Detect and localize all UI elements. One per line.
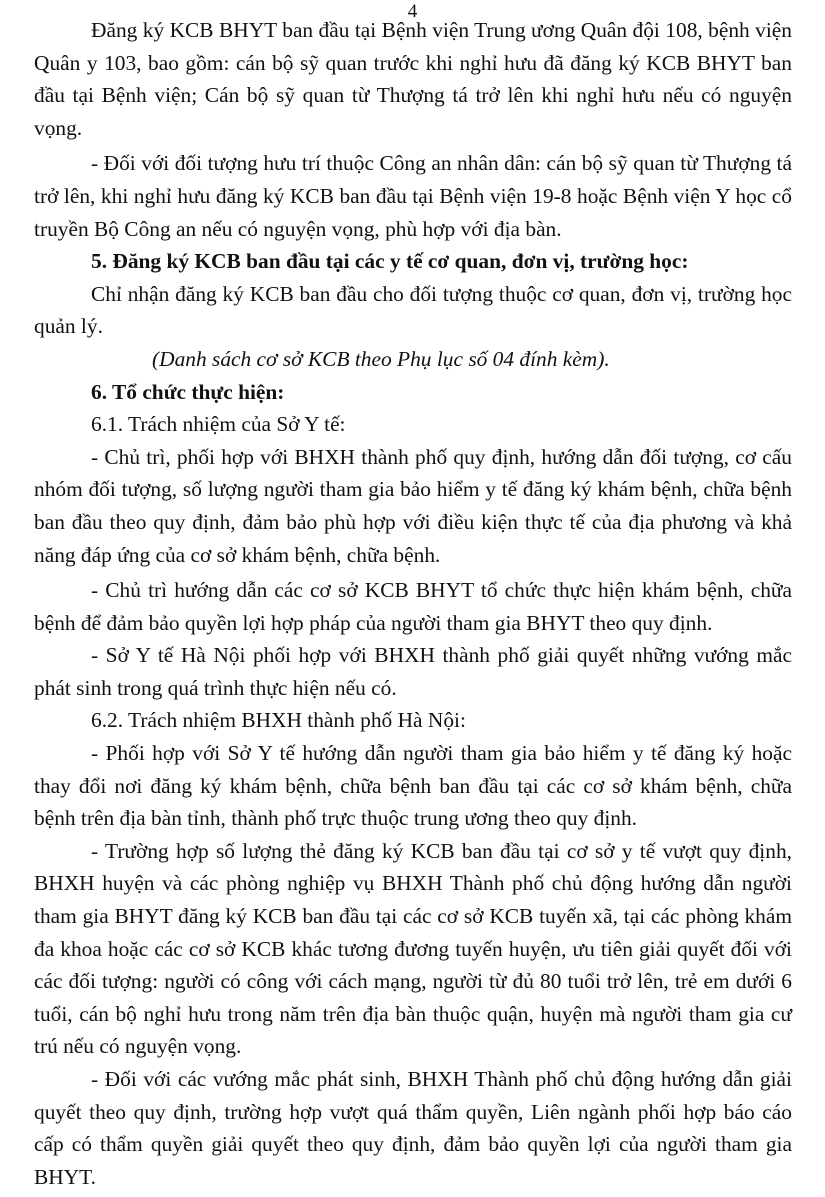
paragraph-police-retirees: - Đối với đối tượng hưu trí thuộc Công an nhân dân: cán bộ sỹ quan từ Thượng tá trở lên, khi nghỉ hưu đăng ký KCB ban đầu tại Bệnh viện 19-8 hoặc Bệnh viện Y học cổ truyền Bộ Công an nếu có nguyện vọng, phù hợp với địa bàn. xyxy=(34,151,792,241)
paragraph-social-insurance-guidance: - Phối hợp với Sở Y tế hướng dẫn người tham gia bảo hiểm y tế đăng ký hoặc thay đổi nơi đăng ký khám bệnh, chữa bệnh ban đầu tại các cơ sở khám bệnh, chữa bệnh trên địa bàn tỉnh, thành phố trực thuộc trung ương theo quy định. xyxy=(34,741,792,831)
section-heading-5: 5. Đăng ký KCB ban đầu tại các y tế cơ quan, đơn vị, trường học: xyxy=(91,249,689,274)
paragraph-social-insurance-overflow: - Trường hợp số lượng thẻ đăng ký KCB ban đầu tại cơ sở y tế vượt quy định, BHXH huyện và các phòng nghiệp vụ BHXH Thành phố chủ động hướng dẫn người tham gia BHYT đăng ký KCB ban đầu tại các cơ sở KCB tuyến xã, tại các phòng khám đa khoa hoặc các cơ sở KCB khác tương đương tuyến huyện, ưu tiên giải quyết đối với các đối tượng: người có công với cách mạng, người từ đủ 80 tuổi trở lên, trẻ em dưới 6 tuổi, cán bộ nghỉ hưu trong năm trên địa bàn thuộc quận, huyện mà người tham gia cư trú nếu có nguyện vọng. xyxy=(34,838,792,1059)
subsection-heading-6-2: 6.2. Trách nhiệm BHXH thành phố Hà Nội: xyxy=(91,708,466,733)
paragraph-health-dept-coordination: - Sở Y tế Hà Nội phối hợp với BHXH thành phố giải quyết những vướng mắc phát sinh trong quá trình thực hiện nếu có. xyxy=(34,643,792,700)
paragraph-social-insurance-issues: - Đối với các vướng mắc phát sinh, BHXH Thành phố chủ động hướng dẫn giải quyết theo quy định, trường hợp vượt quá thẩm quyền, Liên ngành phối hợp báo cáo cấp có thẩm quyền giải quyết theo quy định, đảm bảo quyền lợi của người tham gia BHYT. xyxy=(34,1067,792,1189)
appendix-note: (Danh sách cơ sở KCB theo Phụ lục số 04 đính kèm). xyxy=(152,346,610,371)
document-body xyxy=(34,14,792,1193)
paragraph-health-dept-lead: - Chủ trì, phối hợp với BHXH thành phố quy định, hướng dẫn đối tượng, cơ cấu nhóm đối tượng, số lượng người tham gia bảo hiểm y tế đăng ký khám bệnh, chữa bệnh ban đầu theo quy định, đảm bảo phù hợp với điều kiện thực tế của địa phương và khả năng đáp ứng của cơ sở khám bệnh, chữa bệnh. xyxy=(34,444,792,567)
paragraph-military-hospital-registration: Đăng ký KCB BHYT ban đầu tại Bệnh viện Trung ương Quân đội 108, bệnh viện Quân y 103, bao gồm: cán bộ sỹ quan trước khi nghỉ hưu đã đăng ký KCB BHYT ban đầu tại Bệnh viện; Cán bộ sỹ quan từ Thượng tá trở lên khi nghỉ hưu nếu có nguyện vọng. xyxy=(34,18,792,140)
section-heading-6: 6. Tổ chức thực hiện: xyxy=(91,379,285,404)
subsection-heading-6-1: 6.1. Trách nhiệm của Sở Y tế: xyxy=(91,412,346,437)
paragraph-agency-registration: Chỉ nhận đăng ký KCB ban đầu cho đối tượng thuộc cơ quan, đơn vị, trường học quản lý. xyxy=(34,281,792,339)
paragraph-health-dept-guidance: - Chủ trì hướng dẫn các cơ sở KCB BHYT tổ chức thực hiện khám bệnh, chữa bệnh để đảm bảo quyền lợi hợp pháp của người tham gia BHYT theo quy định. xyxy=(34,578,792,635)
page-number: 4 xyxy=(407,1,418,22)
